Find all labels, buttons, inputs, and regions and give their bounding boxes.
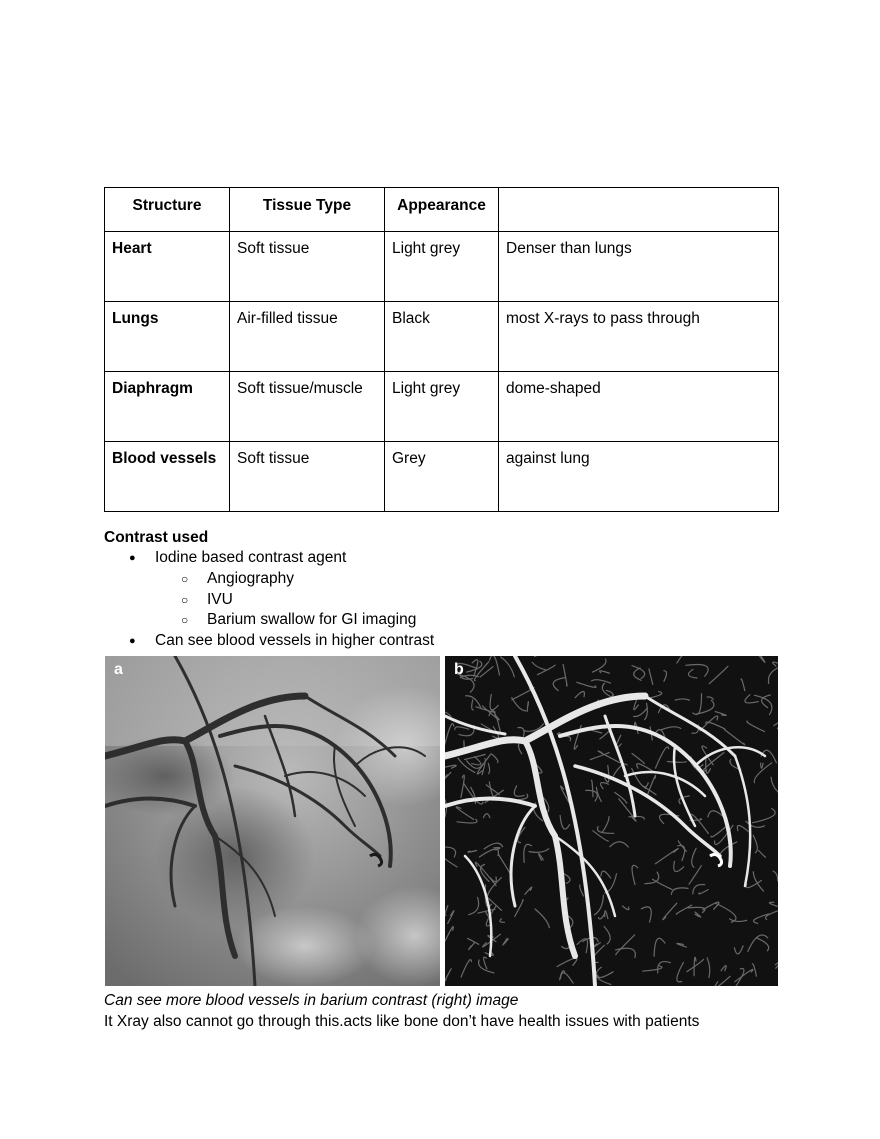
list-item: ● Can see blood vessels in higher contrast (155, 631, 804, 652)
table-row (105, 372, 779, 442)
contrast-list (104, 548, 804, 652)
contrast-section (104, 528, 804, 652)
header-tissue-type: Tissue Type (230, 188, 385, 232)
header-notes (499, 188, 779, 232)
cell-appearance: Light grey (385, 372, 499, 442)
cell-structure: Heart (105, 232, 230, 302)
list-item: ○ Barium swallow for GI imaging (207, 610, 804, 631)
header-appearance: Appearance (385, 188, 499, 232)
table-row (105, 442, 779, 512)
list-item: ○ IVU (207, 590, 804, 611)
cell-structure: Lungs (105, 302, 230, 372)
cell-tissue: Air-filled tissue (230, 302, 385, 372)
cell-tissue: Soft tissue (230, 442, 385, 512)
cell-structure: Blood vessels (105, 442, 230, 512)
figure-caption: Can see more blood vessels in barium contrast (right) image (104, 992, 519, 1009)
contrast-heading: Contrast used (104, 529, 209, 546)
list-item: ○ Angiography (207, 569, 804, 590)
note-text: It Xray also cannot go through this.acts like bone don’t have health issues with patients (104, 1013, 700, 1030)
panel-label-a: a (114, 661, 123, 678)
angiogram-panel-a (105, 656, 440, 986)
panel-label-b: b (454, 661, 464, 678)
list-item-text: Iodine based contrast agent (155, 549, 347, 566)
table-row (105, 302, 779, 372)
table-row (105, 232, 779, 302)
cell-appearance: Light grey (385, 232, 499, 302)
cell-appearance: Grey (385, 442, 499, 512)
cell-tissue: Soft tissue/muscle (230, 372, 385, 442)
contrast-sublist (155, 569, 804, 631)
table-header-row (105, 188, 779, 232)
angiogram-image-a (105, 656, 440, 986)
angiography-figure (105, 656, 778, 986)
list-item (155, 548, 804, 631)
cell-tissue: Soft tissue (230, 232, 385, 302)
cell-notes: Denser than lungs (499, 232, 779, 302)
header-structure: Structure (105, 188, 230, 232)
cell-notes: most X-rays to pass through (499, 302, 779, 372)
cell-notes: dome-shaped (499, 372, 779, 442)
cell-notes: against lung (499, 442, 779, 512)
cell-appearance: Black (385, 302, 499, 372)
angiogram-panel-b (445, 656, 778, 986)
cell-structure: Diaphragm (105, 372, 230, 442)
tissue-appearance-table (104, 187, 779, 512)
angiogram-image-b (445, 656, 778, 986)
